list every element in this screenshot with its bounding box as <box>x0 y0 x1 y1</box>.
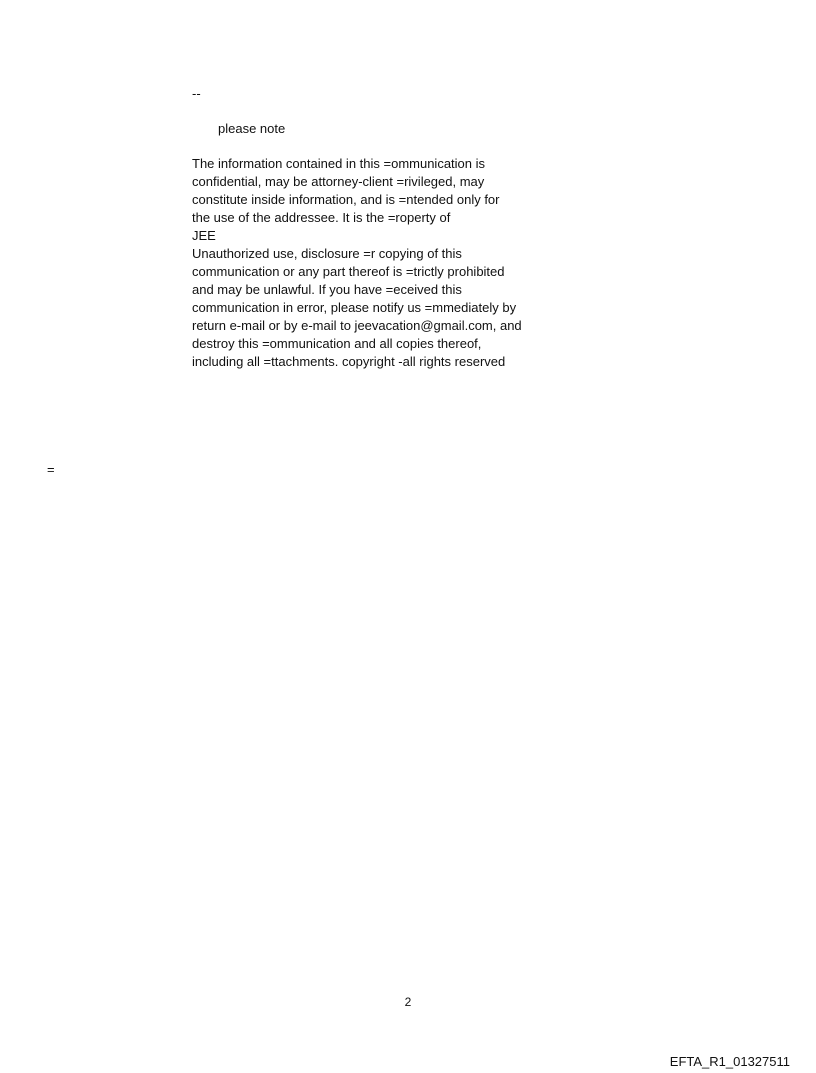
disclaimer-line: return e-mail or by e-mail to jeevacation@gmail.com, and <box>192 318 522 333</box>
disclaimer-line: JEE <box>192 228 216 243</box>
note-heading: please note <box>218 121 286 136</box>
disclaimer-line: communication or any part thereof is =trictly prohibited <box>192 264 505 279</box>
disclaimer-line: communication in error, please notify us =mmediately by <box>192 300 517 315</box>
stray-equal-sign: = <box>47 462 55 477</box>
disclaimer-line: and may be unlawful. If you have =eceived this <box>192 282 462 297</box>
disclaimer-line: The information contained in this =ommunication is <box>192 156 486 171</box>
disclaimer-line: the use of the addressee. It is the =roperty of <box>192 210 451 225</box>
page-number: 2 <box>404 995 412 1009</box>
disclaimer-line: destroy this =ommunication and all copies thereof, <box>192 336 482 351</box>
disclaimer-line: including all =ttachments. copyright -all rights reserved <box>192 354 506 369</box>
disclaimer-line: confidential, may be attorney-client =rivileged, may <box>192 174 485 189</box>
signature-separator: -- <box>192 86 201 101</box>
disclaimer-line: constitute inside information, and is =ntended only for <box>192 192 500 207</box>
document-id-stamp: EFTA_R1_01327511 <box>669 1054 790 1069</box>
confidentiality-disclaimer <box>192 155 572 371</box>
disclaimer-line: Unauthorized use, disclosure =r copying of this <box>192 246 462 261</box>
